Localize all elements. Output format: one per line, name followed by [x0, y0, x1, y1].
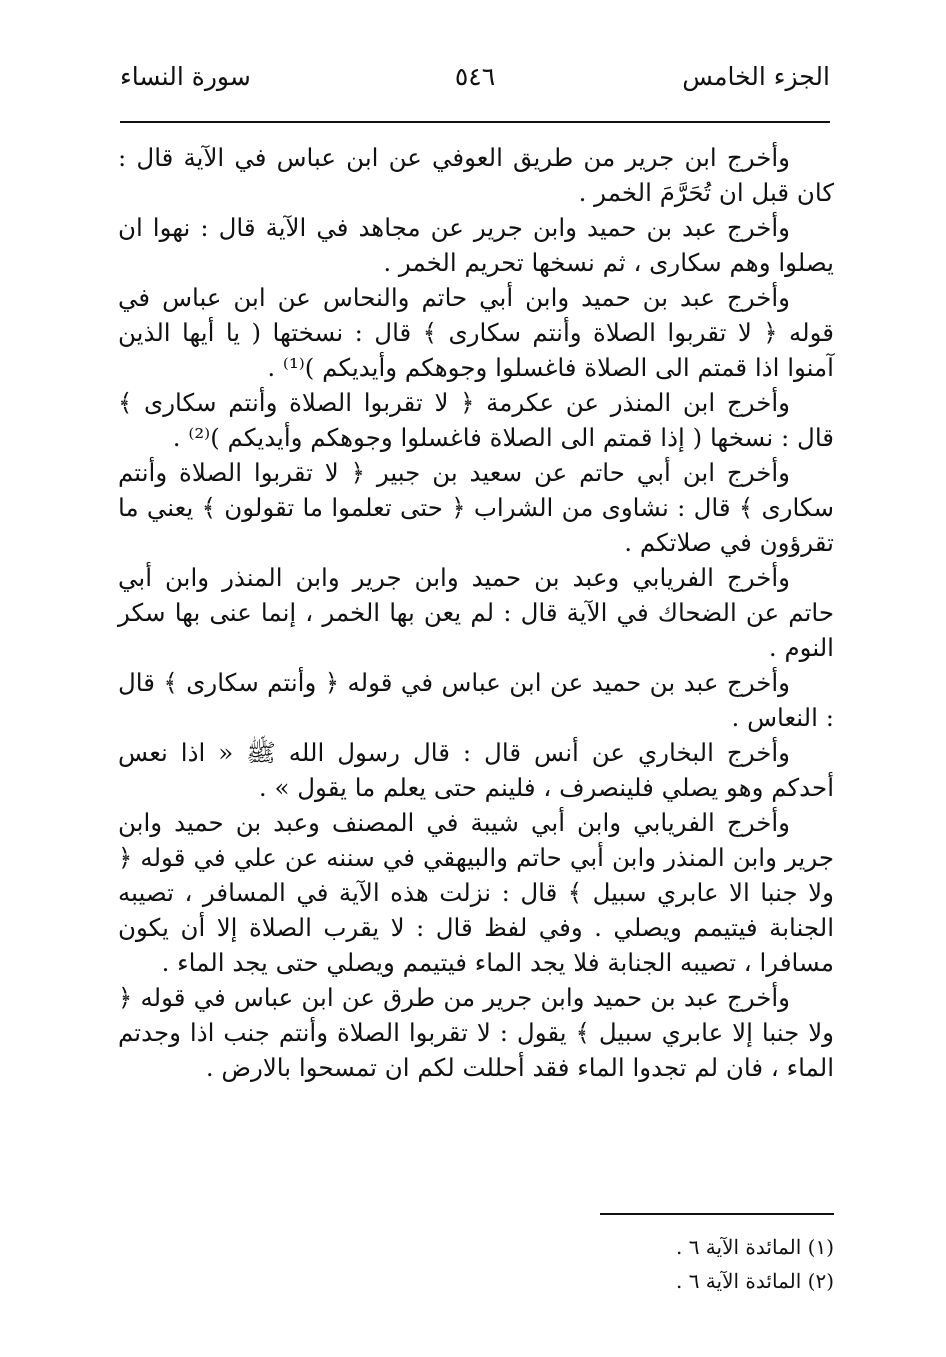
page-header: [120, 52, 830, 102]
paragraph: وأخرج ابن أبي حاتم عن سعيد بن جبير ﴿ لا تقربوا الصلاة وأنتم سكارى ﴾ قال : نشاوى من الشراب ﴿ حتى تعلموا ما تقولون ﴾ يعني ما تقرؤون في صلاتكم .: [118, 458, 834, 557]
paragraph: وأخرج البخاري عن أنس قال : قال رسول الله ﷺ « اذا نعس أحدكم وهو يصلي فلينصرف ، فلينم حتى يعلم ما يقول » .: [118, 738, 834, 802]
footnote-separator: [600, 1213, 834, 1215]
paragraph: وأخرج عبد بن حميد وابن أبي حاتم والنحاس عن ابن عباس في قوله ﴿ لا تقربوا الصلاة وأنتم سكارى ﴾ قال : نسختها ( يا أيها الذين آمنوا اذا قمتم الى الصلاة فاغسلوا وجوهكم وأيديكم )⁽¹⁾ .: [118, 283, 834, 382]
paragraph: وأخرج الفريابي وابن أبي شيبة في المصنف وعبد بن حميد وابن جرير وابن المنذر وابن أبي حاتم والبيهقي في سننه عن علي في قوله ﴿ ولا جنبا الا عابري سبيل ﴾ قال : نزلت هذه الآية في المسافر ، تصيبه الجنابة فيتيمم ويصلي . وفي لفظ قال : لا يقرب الصلاة إلا أن يكون مسافرا ، تصيبه الجنابة فلا يجد الماء فيتيمم ويصلي حتى يجد الماء .: [118, 808, 834, 977]
paragraph: وأخرج ابن المنذر عن عكرمة ﴿ لا تقربوا الصلاة وأنتم سكارى ﴾ قال : نسخها ( إذا قمتم الى الصلاة فاغسلوا وجوهكم وأيديكم )⁽²⁾ .: [118, 388, 834, 452]
surah-title: سورة النساء: [120, 62, 251, 91]
footnote: (٢) المائدة الآية ٦ .: [675, 1269, 834, 1293]
footnotes: [500, 1230, 834, 1298]
paragraph: وأخرج ابن جرير من طريق العوفي عن ابن عباس في الآية قال : كان قبل ان تُحَرَّمَ الخمر .: [118, 143, 834, 207]
page-number: ٥٤٦: [454, 62, 496, 91]
paragraph: وأخرج عبد بن حميد وابن جرير من طرق عن ابن عباس في قوله ﴿ ولا جنبا إلا عابري سبيل ﴾ يقول : لا تقربوا الصلاة وأنتم جنب اذا وجدتم الماء ، فان لم تجدوا الماء فقد أحللت لكم ان تمسحوا بالارض .: [118, 983, 834, 1082]
paragraph: وأخرج عبد بن حميد وابن جرير عن مجاهد في الآية قال : نهوا ان يصلوا وهم سكارى ، ثم نسخها تحريم الخمر .: [118, 213, 834, 277]
main-text: [118, 140, 834, 1085]
part-title: الجزء الخامس: [682, 62, 830, 91]
header-rule: [120, 121, 830, 123]
paragraph: وأخرج الفريابي وعبد بن حميد وابن جرير وابن المنذر وابن أبي حاتم عن الضحاك في الآية قال : لم يعن بها الخمر ، إنما عنى بها سكر النوم .: [118, 563, 834, 662]
footnote: (١) المائدة الآية ٦ .: [675, 1235, 834, 1259]
paragraph: وأخرج عبد بن حميد عن ابن عباس في قوله ﴿ وأنتم سكارى ﴾ قال : النعاس .: [118, 668, 834, 732]
